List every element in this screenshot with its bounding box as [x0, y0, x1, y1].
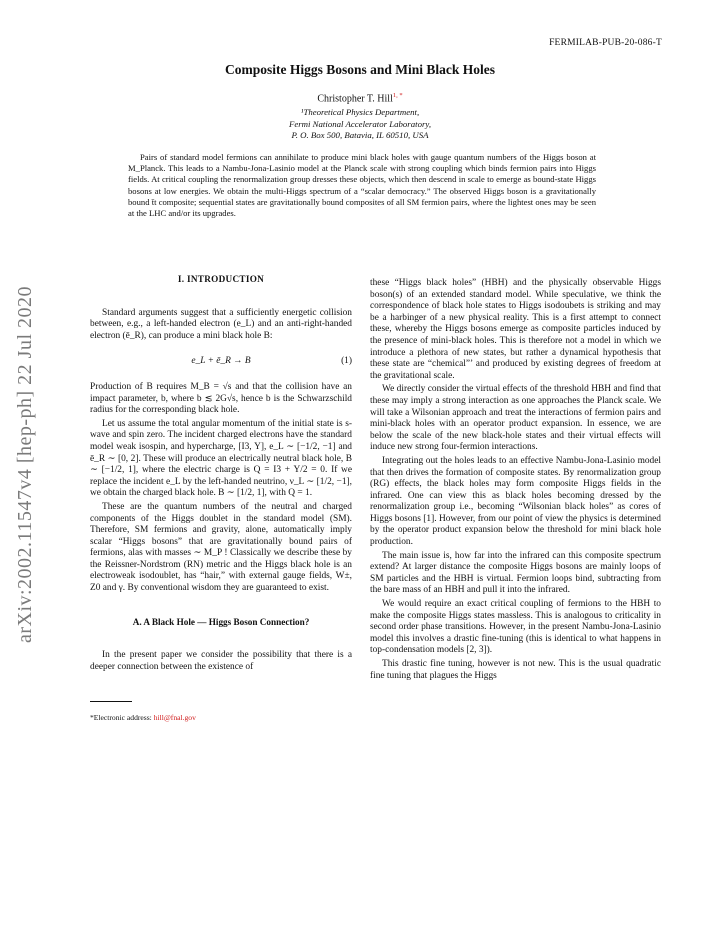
paragraph: Standard arguments suggest that a sufficiently energetic collision between, e.g., a left-handed electron (e_L) and an anti-right-handed electron (ē_R), can produce a mini black hole B: [90, 307, 352, 341]
footnote-label: *Electronic address: [90, 713, 154, 723]
abstract: Pairs of standard model fermions can annihilate to produce mini black holes with gauge quantum numbers of the Higgs boson at M_Planck. This leads to a Nambu-Jona-Lasinio model at the Planck scale with strong coupling which binds fermion pairs into Higgs fields. At critical coupling the renormalization group dresses these objects, which then descend in scale to emerge as bound-state Higgs bosons at low energies. We obtain the multi-Higgs spectrum of a “scalar democracy.” The observed Higgs boson is a gravitationally bound t̄t composite; sequential states are gravitationally bound composites of all SM fermion pairs, where the lightest ones may be seen at the LHC and/or its upgrades. [128, 152, 596, 219]
paper-title: Composite Higgs Bosons and Mini Black Holes [224, 62, 496, 77]
affiliation-line: ¹Theoretical Physics Department, [300, 107, 420, 117]
equation-body: e_L + ē_R → B [191, 356, 251, 367]
left-column [90, 274, 352, 724]
affiliation-line: Fermi National Accelerator Laboratory, [288, 118, 432, 129]
paragraph: Let us assume the total angular momentum of the initial state is s-wave and spin zero. The incident charged electrons have the standard model weak isospin, and hypercharge, [I3, Y], e_L ∼ [−1/2, −1] and ē_R ∼ [0, 2]. These will produce an electrically neutral black hole, B ∼ [−1/2, 1], where the electric charge is Q = I3 + Y/2 = 0. If we replace the incident e_L by the left-handed neutrino, ν_L ∼ [1/2, −1], we obtain the charged black hole. B ∼ [1/2, 1], with Q = 1. [90, 418, 352, 499]
subsection-heading: A. A Black Hole — Higgs Boson Connection? [132, 616, 310, 627]
section-heading: I. INTRODUCTION [177, 274, 265, 284]
arxiv-stamp [4, 262, 48, 666]
paragraph: In the present paper we consider the possibility that there is a deeper connection between the existence of [90, 650, 352, 672]
paragraph: Production of B requires M_B = √s and that the collision have an impact parameter, b, where b ≲ 2G√s, hence b is the Schwarzschild radius for the corresponding black hole. [90, 381, 352, 416]
arxiv-stamp-text: arXiv:2002.11547v4 [hep-ph] 22 Jul 2020 [14, 285, 37, 643]
footnote-email-link[interactable]: hill@fnal.gov [153, 713, 196, 723]
equation [90, 356, 352, 368]
affiliation [0, 107, 720, 142]
paragraph: This drastic fine tuning, however is not new. This is the usual quadratic fine tuning that plagues the Higgs [370, 659, 661, 681]
paragraph: these “Higgs black holes” (HBH) and the physically observable Higgs boson(s) of an extended standard model. While speculative, we think the correspondence of black hole states to Higgs isodoubets is striking and may be a harbinger of a new physical reality. This is a first attempt to connect these, whereby the Higgs bosons emerge as composite particles induced by the presence of mini-black holes. This is therefore not a model in which we introduce a plethora of new states, but rather a dynamical hypothesis that these state are “chemical”’ and produced by existing degrees of freedom at the gravitational scale. [370, 278, 661, 381]
paragraph: The main issue is, how far into the infrared can this composite spectrum extend? At larger distance the composite Higgs bosons are mainly loops of SM particles and the HBH is virtual. Fermion loops bind, subtracting from the bare mass of an HBH and pull it into the infrared. [370, 550, 661, 596]
affiliation-line: P. O. Box 500, Batavia, IL 60510, USA [291, 130, 429, 140]
paragraph: These are the quantum numbers of the neutral and charged components of the Higgs doublet in the standard model (SM). Therefore, SM fermions and gravity, alone, automatically imply scalar “Higgs bosons” that are gravitationally bound pairs of fermions, alas with masses ∼ M_P ! Classically we describe these by the Reissner-Nordstrom (RN) metric and the Higgs black hole is an electroweak isodoublet, has “hair,” with external gauge fields, W±, Z0 and γ. By conventional wisdom they are guaranteed to exist. [90, 501, 352, 594]
footnote-rule [90, 701, 132, 702]
author-name: Christopher T. Hill [317, 93, 393, 105]
paragraph: We would require an exact critical coupling of fermions to the HBH to make the composite Higgs states massless. This is analogous to criticality in second order phase transitions. However, in the present Nambu-Jona-Lasinio model this involves a drastic fine-tuning (this is identical to what happens in top-condensation models [2, 3]). [370, 599, 661, 656]
report-number: FERMILAB-PUB-20-086-T [549, 38, 662, 48]
author-marks: 1, * [392, 92, 403, 99]
footnote [90, 712, 352, 724]
author-line [0, 92, 720, 104]
paragraph: We directly consider the virtual effects of the threshold HBH and find that these may imply a strong interaction as one approaches the Planck scale. We will take a Wilsonian approach and treat the interactions of fermion pairs and mini-black holes with an operator product expansion. In essence, we are below the scale of the new black-hole states and their virtual effects will induce new strong four-fermion interactions. [370, 384, 661, 453]
right-column [370, 278, 661, 684]
paragraph: Integrating out the holes leads to an effective Nambu-Jona-Lasinio model that then drives the formation of composite states. By renormalization group (RG) effects, the black holes may form composite Higgs fields in the infrared. One can view this as black holes becoming dressed by the renormalization group i.e., becoming “Wilsonian black holes” as cores of Higgs bosons [1]. However, from our point of view the physics is determined by the operator product expansion below the threshold for mini black hole production. [370, 455, 661, 548]
equation-number: (1) [341, 356, 352, 367]
